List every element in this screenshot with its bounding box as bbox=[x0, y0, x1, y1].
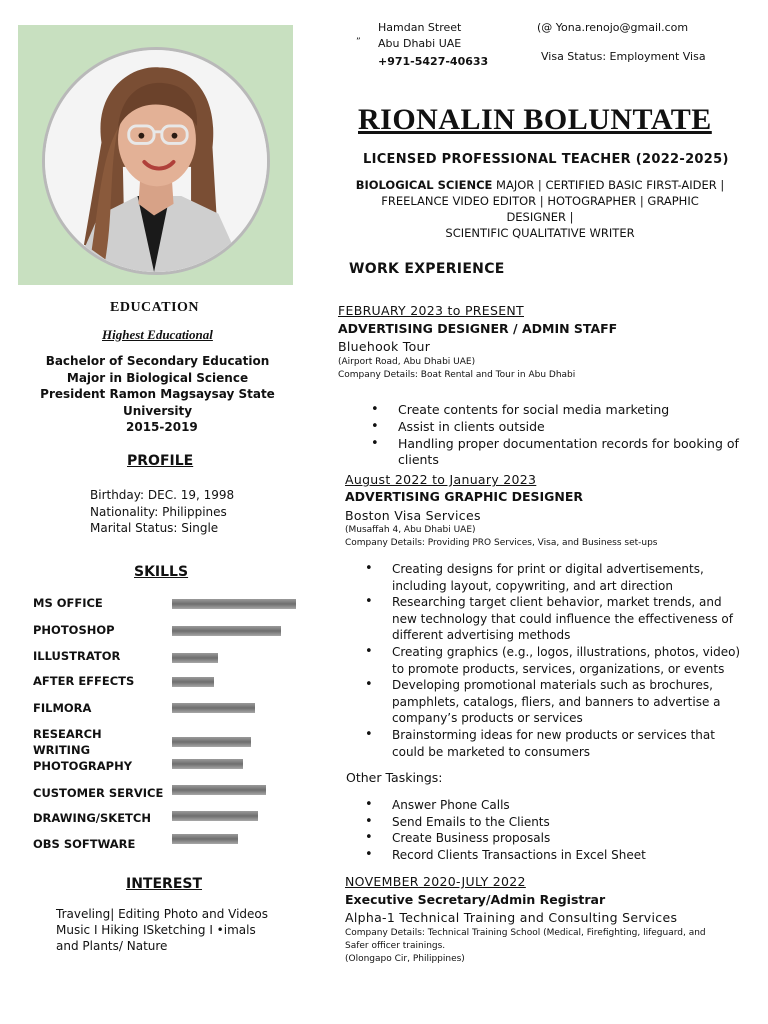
skill-level-bar bbox=[172, 677, 214, 687]
skill-label: RESEARCH WRITING bbox=[33, 727, 102, 757]
job-role: ADVERTISING DESIGNER / ADMIN STAFF bbox=[338, 321, 618, 336]
tagline-bold: BIOLOGICAL SCIENCE bbox=[355, 178, 493, 192]
list-item: • Handling proper documentation records for booking of clients bbox=[371, 436, 741, 470]
tagline-line-1-rest: MAJOR | CERTIFIED BASIC FIRST-AIDER | bbox=[492, 178, 725, 192]
job-responsibilities bbox=[365, 561, 741, 760]
interest-details bbox=[56, 906, 268, 954]
education-line: President Ramon Magsaysay State bbox=[40, 387, 275, 401]
skill-level-bar bbox=[172, 785, 266, 795]
tagline bbox=[350, 177, 730, 241]
job-role: ADVERTISING GRAPHIC DESIGNER bbox=[345, 489, 584, 504]
education-heading: EDUCATION bbox=[110, 300, 200, 315]
job-responsibilities bbox=[371, 402, 741, 469]
interest-line: Traveling| Editing Photo and Videos bbox=[56, 907, 269, 921]
list-item: • Researching target client behavior, market trends, and new technology that could influence the effectiveness of different advertising methods bbox=[365, 594, 741, 644]
job-company-details-cont: Safer officer trainings. bbox=[345, 941, 446, 951]
visa-status: Visa Status: Employment Visa bbox=[541, 50, 706, 63]
contact-city: Abu Dhabi UAE bbox=[378, 37, 462, 50]
tagline-line-3: SCIENTIFIC QUALITATIVE WRITER bbox=[445, 226, 635, 240]
job-company-details: Company Details: Providing PRO Services, Visa, and Business set-ups bbox=[345, 538, 658, 548]
skill-label: ILLUSTRATOR bbox=[33, 649, 121, 663]
education-line: University bbox=[122, 403, 193, 418]
skill-label: PHOTOSHOP bbox=[33, 623, 115, 637]
job-date: FEBRUARY 2023 to PRESENT bbox=[338, 303, 524, 318]
license-title: LICENSED PROFESSIONAL TEACHER (2022-2025) bbox=[363, 152, 729, 167]
interest-line: and Plants/ Nature bbox=[56, 939, 168, 953]
job-location: (Musaffah 4, Abu Dhabi UAE) bbox=[345, 525, 476, 535]
job-company: Bluehook Tour bbox=[338, 339, 431, 354]
skill-label: CUSTOMER SERVICE bbox=[33, 786, 164, 800]
skill-level-bar bbox=[172, 834, 238, 844]
skill-level-bar bbox=[172, 737, 251, 747]
contact-street: Hamdan Street bbox=[378, 21, 462, 34]
list-item: • Developing promotional materials such as brochures, pamphlets, catalogs, fliers, and banners to advertise a company’s products or services bbox=[365, 677, 741, 727]
list-item: • Assist in clients outside bbox=[371, 419, 741, 436]
job-date: August 2022 to January 2023 bbox=[345, 472, 537, 487]
portrait-image bbox=[45, 50, 267, 272]
profile-details bbox=[90, 487, 234, 537]
list-item: • Record Clients Transactions in Excel Sheet bbox=[365, 847, 741, 864]
profile-birthday: Birthday: DEC. 19, 1998 bbox=[90, 488, 235, 502]
job-company-details: Company Details: Technical Training School (Medical, Firefighting, lifeguard, and bbox=[345, 928, 706, 938]
list-item: • Send Emails to the Clients bbox=[365, 814, 741, 831]
list-item: • Creating designs for print or digital advertisements, including layout, copywriting, and art direction bbox=[365, 561, 741, 594]
other-taskings-heading: Other Taskings: bbox=[346, 770, 443, 785]
list-item: • Answer Phone Calls bbox=[365, 797, 741, 814]
skills-heading: SKILLS bbox=[134, 564, 189, 580]
profile-photo-panel bbox=[18, 25, 293, 285]
work-experience-heading: WORK EXPERIENCE bbox=[349, 261, 505, 277]
skill-level-bar bbox=[172, 759, 243, 769]
interest-heading: INTEREST bbox=[126, 876, 203, 892]
list-item: • Create contents for social media marketing bbox=[371, 402, 741, 419]
skill-level-bar bbox=[172, 703, 255, 713]
skill-level-bar bbox=[172, 653, 218, 663]
profile-heading: PROFILE bbox=[127, 453, 194, 469]
skill-label: PHOTOGRAPHY bbox=[33, 759, 133, 773]
education-subheading: Highest Educational bbox=[102, 327, 213, 342]
job-date: NOVEMBER 2020-JULY 2022 bbox=[345, 874, 526, 889]
skill-label: MS OFFICE bbox=[33, 596, 103, 610]
interest-line: Music I Hiking ISketching I •imals bbox=[56, 923, 256, 937]
job-company: Alpha-1 Technical Training and Consulting Services bbox=[345, 910, 678, 925]
contact-quote-mark: ” bbox=[356, 37, 361, 47]
tagline-line-1 bbox=[350, 177, 730, 193]
skill-level-bar bbox=[172, 599, 296, 609]
contact-email[interactable]: (@ Yona.renojo@gmail.com bbox=[537, 21, 689, 34]
profile-nationality: Nationality: Philippines bbox=[90, 504, 227, 519]
skill-label: AFTER EFFECTS bbox=[33, 674, 135, 688]
education-details bbox=[40, 353, 275, 419]
list-item: • Brainstorming ideas for new products or services that could be marketed to consumers bbox=[365, 727, 741, 760]
education-line: Bachelor of Secondary Education bbox=[45, 354, 270, 368]
contact-phone[interactable]: +971-5427-40633 bbox=[378, 55, 489, 68]
job-company: Boston Visa Services bbox=[345, 508, 481, 523]
list-item: • Create Business proposals bbox=[365, 830, 741, 847]
skill-level-bar bbox=[172, 811, 258, 821]
other-taskings-list bbox=[365, 797, 741, 863]
job-location: (Airport Road, Abu Dhabi UAE) bbox=[338, 357, 476, 367]
candidate-name: RIONALIN BOLUNTATE bbox=[358, 103, 712, 136]
profile-photo bbox=[42, 47, 270, 275]
list-item: • Creating graphics (e.g., logos, illustrations, photos, video) to promote products, services, organizations, or events bbox=[365, 644, 741, 677]
job-company-details: Company Details: Boat Rental and Tour in Abu Dhabi bbox=[338, 370, 576, 380]
skill-label: FILMORA bbox=[33, 701, 92, 715]
profile-marital-status: Marital Status: Single bbox=[90, 521, 219, 535]
job-location: (Olongapo Cir, Philippines) bbox=[345, 954, 465, 964]
skill-label: OBS SOFTWARE bbox=[33, 837, 136, 851]
tagline-line-2: FREELANCE VIDEO EDITOR | HOTOGRAPHER | GRAPHIC DESIGNER | bbox=[381, 194, 699, 224]
job-role: Executive Secretary/Admin Registrar bbox=[345, 892, 606, 907]
education-years: 2015-2019 bbox=[126, 420, 198, 434]
education-line: Major in Biological Science bbox=[66, 370, 249, 385]
skill-level-bar bbox=[172, 626, 281, 636]
skill-label: DRAWING/SKETCH bbox=[33, 811, 151, 825]
